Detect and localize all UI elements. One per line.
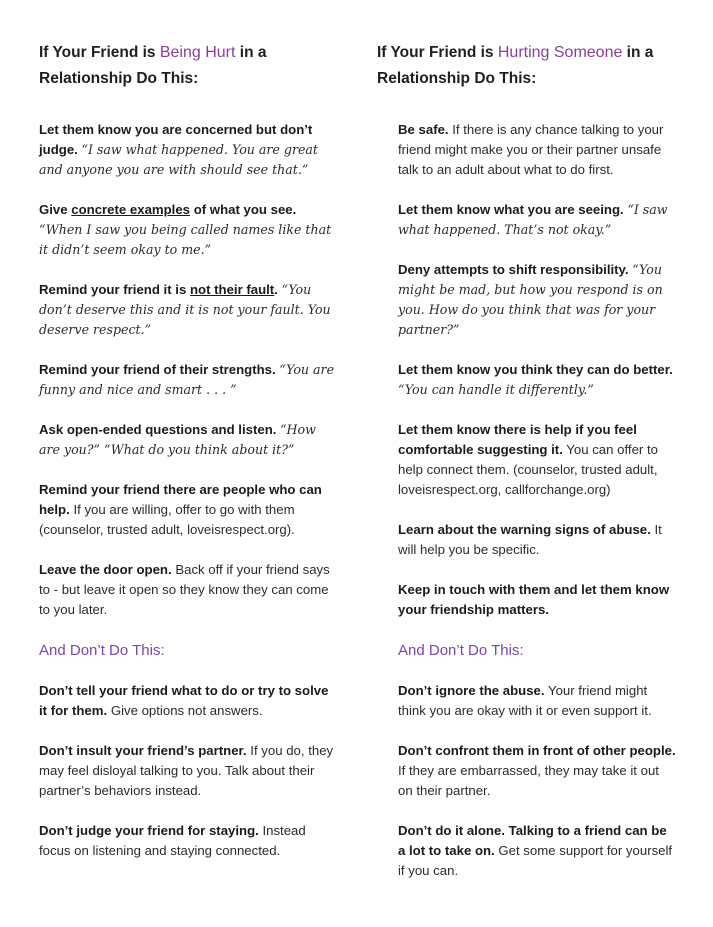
right-column bbox=[377, 40, 677, 901]
tip-item: Learn about the warning signs of abuse. It will help you be specific. bbox=[398, 522, 662, 557]
dont-item: Don’t insult your friend’s partner. If you do, they may feel disloyal talking to you. Talk about their partner’s behaviors instead. bbox=[39, 743, 334, 798]
dont-item: Don’t confront them in front of other people. If they are embarrassed, they may take it out on their partner. bbox=[398, 743, 676, 798]
tip-item: Leave the door open. Back off if your friend says to - but leave it open so they know they can come to you later. bbox=[39, 562, 330, 617]
dont-item: Don’t judge your friend for staying. Instead focus on listening and staying connected. bbox=[39, 823, 306, 858]
tip-item: Keep in touch with them and let them know your friendship matters. bbox=[398, 582, 670, 617]
left-dont-heading: And Don’t Do This: bbox=[39, 642, 165, 659]
tip-item: Let them know you are concerned but don’t judge. “I saw what happened. You are great and anyone you are with should see that.” bbox=[39, 122, 318, 177]
tip-item: Let them know what you are seeing. “I saw what happened. That’s not okay.” bbox=[398, 202, 668, 237]
tip-item: Ask open-ended questions and listen. “How are you?” “What do you think about it?” bbox=[39, 422, 316, 457]
left-column bbox=[39, 40, 339, 881]
dont-item: Don’t ignore the abuse. Your friend might think you are okay with it or even support it. bbox=[398, 683, 652, 718]
heading-highlight: Being Hurt bbox=[159, 44, 236, 61]
right-dont-heading: And Don’t Do This: bbox=[398, 642, 524, 659]
tip-item: Remind your friend there are people who can help. If you are willing, offer to go with them (counselor, trusted adult, loveisrespect.org). bbox=[39, 482, 322, 537]
tip-item: Give concrete examples of what you see. “When I saw you being called names like that it didn’t seem okay to me.” bbox=[39, 202, 332, 257]
tip-item: Let them know there is help if you feel comfortable suggesting it. You can offer to help connect them. (counselor, trusted adult, loveisrespect.org, callforchange.org) bbox=[398, 422, 658, 497]
right-heading: If Your Friend is Hurting Someone in a Relationship Do This: bbox=[377, 44, 654, 87]
tip-item: Let them know you think they can do better. “You can handle it differently.” bbox=[398, 362, 673, 397]
tip-item: Be safe. If there is any chance talking to your friend might make you or their partner unsafe talk to an adult about what to do first. bbox=[398, 122, 664, 177]
tip-item: Remind your friend of their strengths. “You are funny and nice and smart . . . ” bbox=[39, 362, 335, 397]
tip-item: Deny attempts to shift responsibility. “You might be mad, but how you respond is on you. How do you think that was for your partner?” bbox=[398, 262, 663, 337]
dont-item: Don’t tell your friend what to do or try to solve it for them. Give options not answers. bbox=[39, 683, 329, 718]
heading-highlight: Hurting Someone bbox=[497, 44, 623, 61]
tip-item: Remind your friend it is not their fault. “You don’t deserve this and it is not your fault. You deserve respect.” bbox=[39, 282, 331, 337]
left-heading: If Your Friend is Being Hurt in a Relationship Do This: bbox=[39, 44, 267, 87]
dont-item: Don’t do it alone. Talking to a friend can be a lot to take on. Get some support for yourself if you can. bbox=[398, 823, 673, 878]
